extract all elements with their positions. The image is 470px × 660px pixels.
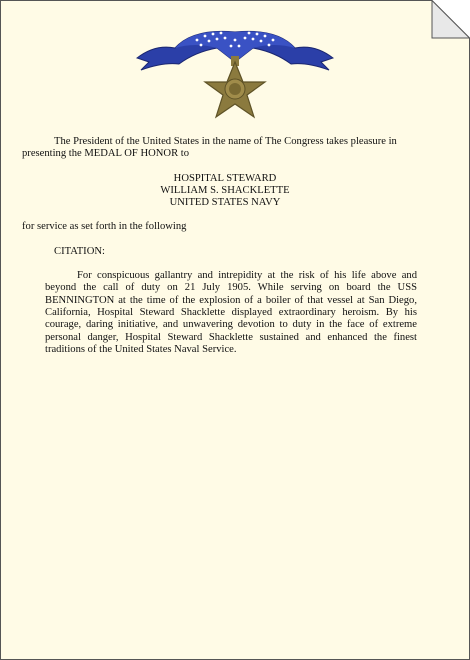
intro-paragraph: The President of the United States in the name of The Congress takes pleasure in presenting the MEDAL OF HONOR to [22,136,397,160]
service-line: for service as set forth in the following [22,221,187,233]
recipient-block [22,173,428,210]
recipient-service: UNITED STATES NAVY [169,197,281,209]
citation-document-text [22,136,428,356]
citation-heading: CITATION: [54,245,105,257]
medal-of-honor-icon [135,18,335,126]
folded-corner-icon [432,1,470,39]
citation-text: For conspicuous gallantry and intrepidity at the risk of his life above and beyond the call of duty on 21 July 1905. While serving on board the USS BENNINGTON at the time of the explosion of a boiler of that vessel at San Diego, California, Hospital Steward Shacklette displayed extraordinary heroism. By his courage, daring initiative, and unwavering devotion to duty in the face of extreme personal danger, Hospital Steward Shacklette sustained and enhanced the finest traditions of the United States Naval Service. [45,270,417,355]
recipient-name: WILLIAM S. SHACKLETTE [160,184,290,196]
recipient-rank: HOSPITAL STEWARD [173,172,277,184]
